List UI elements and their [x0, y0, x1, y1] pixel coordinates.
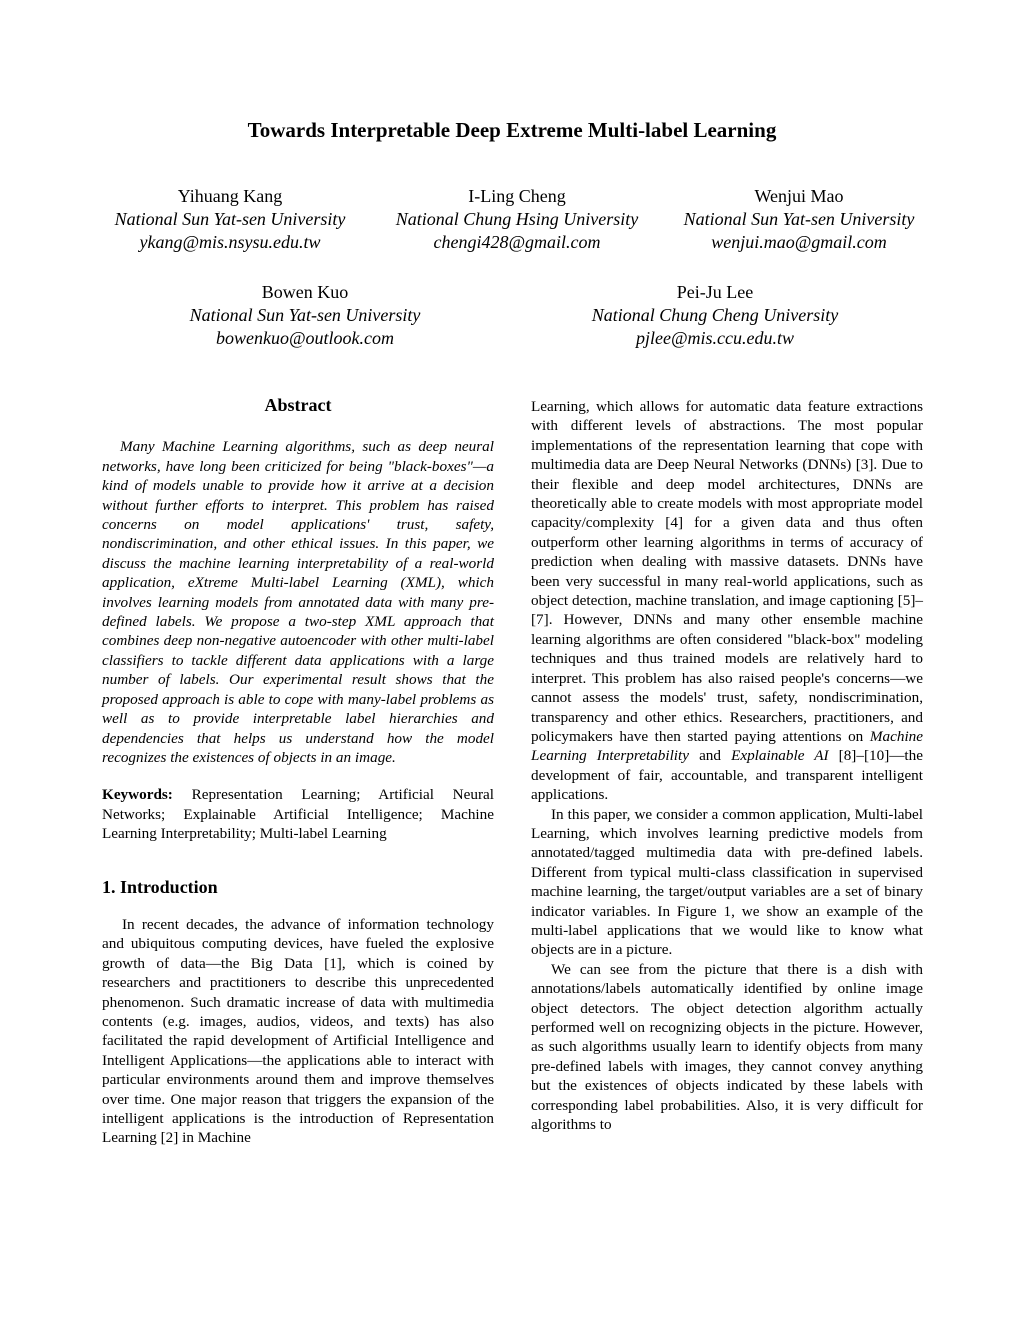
intro-paragraph: In this paper, we consider a common application, Multi-label Learning, which involves learning predictive models from annotated/tagged multimedia data with pre-defined labels. Different from typical multi-class classification in supervised machine learning, the target/output variables are a set of binary indicator variables. In Figure 1, we show an example of the multi-label applications that we would like to know what objects are in a picture.	[531, 805, 923, 959]
section-heading-introduction: 1. Introduction	[102, 876, 218, 897]
author-name: Wenjui Mao	[754, 186, 844, 206]
author-affiliation: National Sun Yat-sen University	[189, 305, 421, 325]
term-explainable-ai: Explainable AI	[731, 747, 829, 765]
author-affiliation: National Sun Yat-sen University	[683, 209, 915, 229]
author-name: Pei-Ju Lee	[676, 282, 754, 302]
paragraph-text: [8]–[10]—the development of fair, accountable, and transparent intelligent applications.	[531, 747, 923, 804]
keywords-text: Representation Learning; Artificial Neural Networks; Explainable Artificial Intelligence; Machine Learning Interpretability; Multi-label Learning	[102, 786, 495, 843]
author-name: Bowen Kuo	[261, 282, 349, 302]
intro-paragraph: In recent decades, the advance of information technology and ubiquitous computing devices, have fueled the explosive growth of data—the Big Data [1], which is coined by researchers and practitioners to describe this unprecedented phenomenon. Such dramatic increase of data with multimedia contents (e.g. images, audios, videos, and texts) has also facilitated the rapid development of Artificial Intelligence and Intelligent Applications—the applications able to interact with particular environments around them and improve themselves over time. One major reason that triggers the expansion of the intelligent applications is the introduction of Representation Learning [2] in Machine	[102, 915, 494, 1147]
author-block	[560, 281, 870, 350]
intro-paragraph: We can see from the picture that there is a dish with annotations/labels automatically identified by online image object detectors. The object detection algorithm actually performed well on recognizing objects in the picture. However, as such algorithms usually learn to identify objects from many pre-defined labels with images, they cannot convey anything but the existences of objects indicated by these labels with corresponding label probabilities. Also, it is very difficult for algorithms to	[531, 960, 923, 1134]
keywords-label: Keywords:	[102, 786, 173, 804]
author-email: chengi428@gmail.com	[433, 232, 601, 252]
author-affiliation: National Chung Hsing University	[395, 209, 639, 229]
author-email: pjlee@mis.ccu.edu.tw	[635, 328, 795, 348]
abstract-text: Many Machine Learning algorithms, such as deep neural networks, have long been criticized for being "black-boxes"—a kind of models unable to provide how it arrive at a decision without further efforts to interpret. This problem has raised concerns on model applications' trust, safety, nondiscrimination, and other ethical issues. In this paper, we discuss the machine learning interpretability of a real-world application, eXtreme Multi-label Learning (XML), which involves learning models from annotated data with many pre-defined labels. We propose a two-step XML approach that combines deep non-negative autoencoder with other multi-label classifiers to tackle different data applications with a large number of labels. Our experimental result shows that the proposed approach is able to cope with many-label problems as well as to provide interpretable label hierarchies and dependencies that helps us understand how the model recognizes the existences of objects in an image.	[102, 438, 494, 766]
author-email: wenjui.mao@gmail.com	[711, 232, 887, 252]
author-block	[664, 185, 934, 254]
author-email: ykang@mis.nsysu.edu.tw	[139, 232, 321, 252]
paper-title: Towards Interpretable Deep Extreme Multi-label Learning	[247, 118, 777, 142]
author-affiliation: National Chung Cheng University	[591, 305, 839, 325]
left-column	[102, 396, 494, 1148]
term-ml-interpretability: Machine Learning Interpretability	[531, 727, 923, 765]
right-column	[531, 397, 923, 1134]
author-block	[160, 281, 450, 350]
author-affiliation: National Sun Yat-sen University	[114, 209, 346, 229]
author-block	[90, 185, 370, 254]
intro-paragraph-continued	[531, 397, 923, 805]
conjunction: and	[699, 747, 721, 765]
keywords	[102, 785, 494, 843]
author-name: Yihuang Kang	[177, 186, 283, 206]
abstract-heading: Abstract	[264, 395, 332, 415]
author-block	[372, 185, 662, 254]
author-email: bowenkuo@outlook.com	[215, 328, 395, 348]
author-name: I-Ling Cheng	[468, 186, 566, 206]
paragraph-text: Learning, which allows for automatic data feature extractions with different levels of abstractions. The most popular implementations of the representation learning that cope with multimedia data are Deep Neural Networks (DNNs) [3]. Due to their flexible and deep model architectures, DNNs are theoretically able to create models with most appropriate model capacity/complexity [4] for a given data and thus often outperform other learning algorithms in terms of accuracy of prediction when dealing with massive datasets. DNNs have been very successful in many real-world applications, such as object detection, machine translation, and image captioning [5]–[7]. However, DNNs and many other ensemble machine learning algorithms are often considered "black-box" modeling techniques and thus trained models are relatively hard to interpret. This problem has also raised people's concerns—we cannot assess the models' trust, safety, nondiscrimination, transparency and other ethics. Researchers, practitioners, and policymakers have then started paying attentions on	[531, 398, 923, 745]
